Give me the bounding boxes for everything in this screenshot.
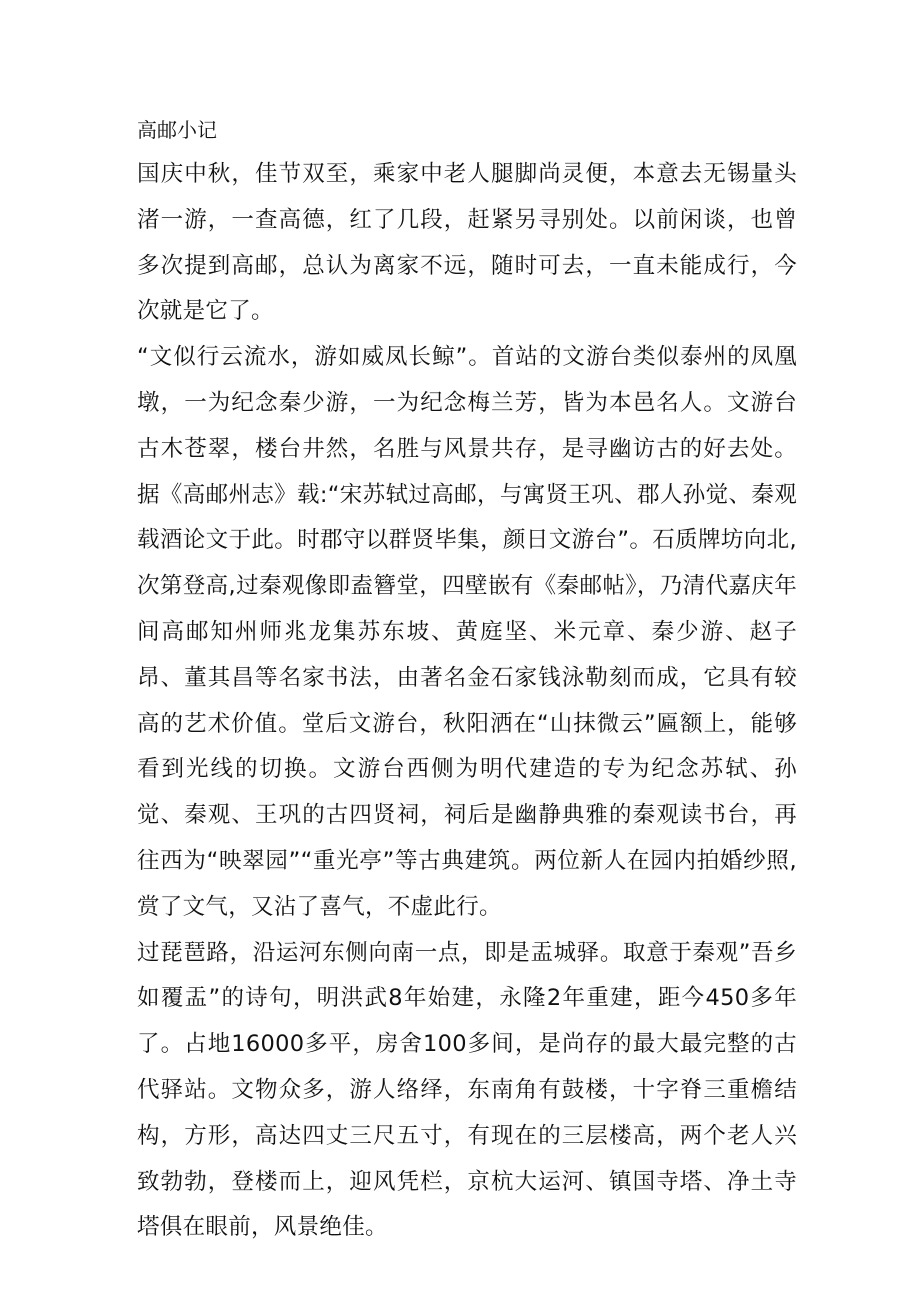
paragraph-wenyoutai: “文似行云流水，游如威凤长鲸”。首站的文游台类似泰州的凤凰墩，一为纪念秦少游，一为纪念梅兰芳，皆为本邑名人。文游台古木苍翠，楼台井然，名胜与风景共存，是寻幽访古的好去处。据《高邮州志》载:“宋苏轼过高邮，与寓贤王巩、郡人孙觉、秦观载酒论文于此。时郡守以群贤毕集，颜日文游台”。石质牌坊向北,次第登高,过秦观像即盍簪堂，四壁嵌有《秦邮帖》，乃清代嘉庆年间高邮知州师兆龙集苏东坡、黄庭坚、米元章、秦少游、赵子昂、董其昌等名家书法，由著名金石家钱泳勒刻而成，它具有较高的艺术价值。堂后文游台，秋阳洒在“山抹微云”匾额上，能够看到光线的切换。文游台西侧为明代建造的专为纪念苏轼、孙觉、秦观、王巩的古四贤祠，祠后是幽静典雅的秦观读书台，再往西为“映翠园”“重光亭”等古典建筑。两位新人在园内拍婚纱照,赏了文气，又沾了喜气，不虚此行。 xyxy=(137,344,797,920)
document-title: 高邮小记 xyxy=(137,118,217,142)
paragraph-intro: 国庆中秋，佳节双至，乘家中老人腿脚尚灵便，本意去无锡量头渚一游，一查高德，红了几段，赶紧另寻别处。以前闲谈，也曾多次提到高邮，总认为离家不远，随时可去，一直未能成行，今次就是它了。 xyxy=(137,161,797,325)
document-body xyxy=(137,108,797,1251)
paragraph-yuchengyi: 过琵琶路，沿运河东侧向南一点，即是盂城驿。取意于秦观”吾乡如覆盂”的诗句，明洪武8年始建，永隆2年重建，距今450多年了。占地16000多平，房舍100多间，是尚存的最大最完整的古代驿站。文物众多，游人络绎，东南角有鼓楼，十字脊三重檐结构，方形，高达四丈三尺五寸，有现在的三层楼高，两个老人兴致勃勃，登楼而上，迎风凭栏，京杭大运河、镇国寺塔、净土寺塔俱在眼前，风景绝佳。 xyxy=(137,939,797,1241)
